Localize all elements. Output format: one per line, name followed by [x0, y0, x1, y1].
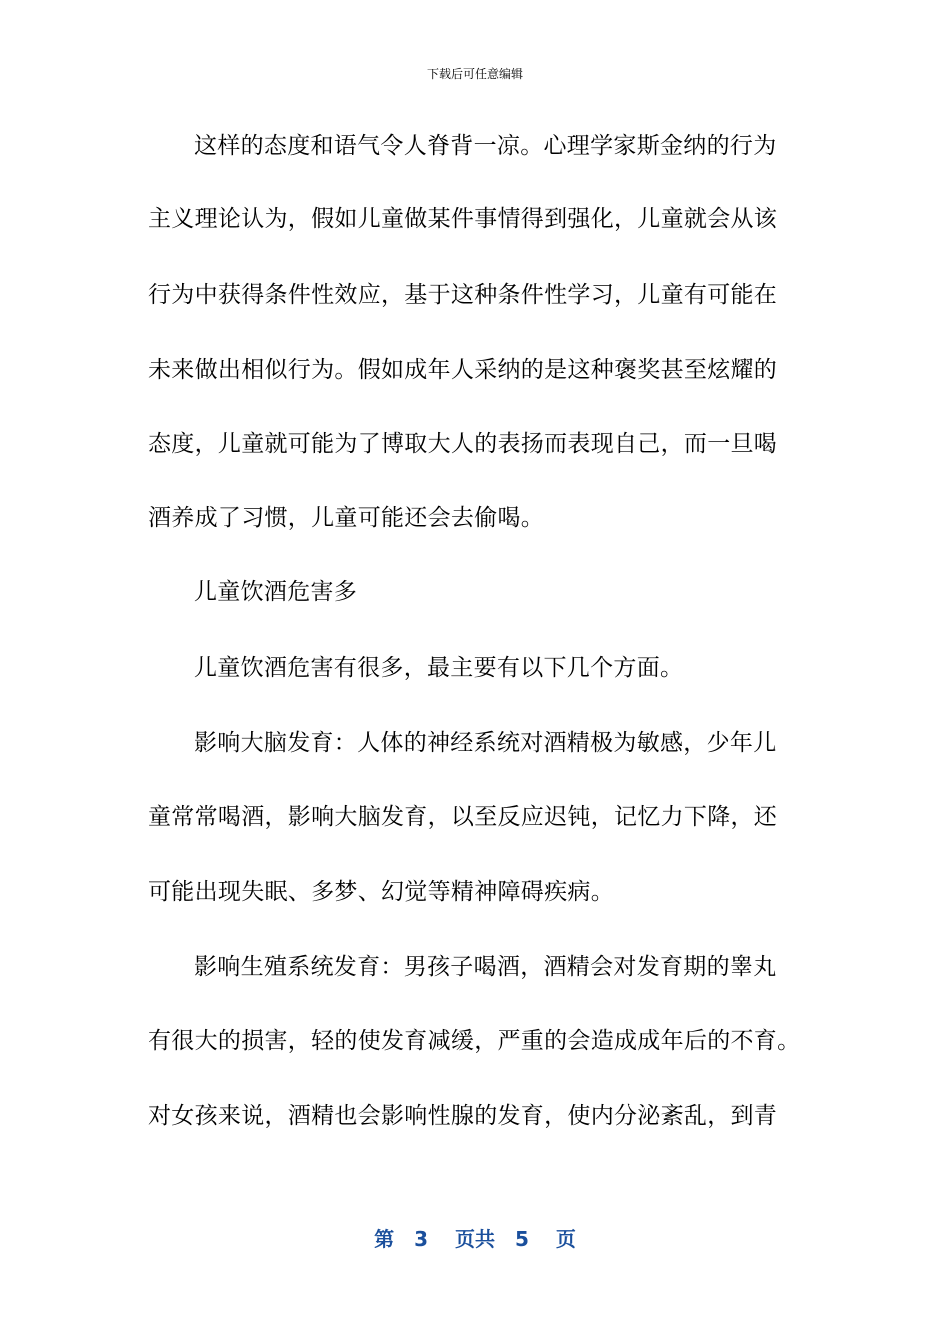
paragraph-line: 主义理论认为，假如儿童做某件事情得到强化，儿童就会从该 [148, 206, 778, 232]
paragraph-line: 这样的态度和语气令人脊背一凉。心理学家斯金纳的行为 [194, 133, 777, 159]
paragraph-line: 有很大的损害，轻的使发育减缓，严重的会造成成年后的不育。 [148, 1028, 801, 1054]
paragraph-line: 儿童饮酒危害有很多，最主要有以下几个方面。 [194, 655, 684, 681]
paragraph-line: 童常常喝酒，影响大脑发育，以至反应迟钝，记忆力下降，还 [148, 804, 778, 830]
paragraph-line: 影响大脑发育：人体的神经系统对酒精极为敏感，少年儿 [194, 730, 777, 756]
paragraph-line: 可能出现失眠、多梦、幻觉等精神障碍疾病。 [148, 879, 614, 905]
paragraph-line: 对女孩来说，酒精也会影响性腺的发育，使内分泌紊乱，到青 [148, 1103, 778, 1129]
paragraph-line: 未来做出相似行为。假如成年人采纳的是这种褒奖甚至炫耀的 [148, 357, 778, 383]
paragraph-line: 行为中获得条件性效应，基于这种条件性学习，儿童有可能在 [148, 282, 778, 308]
paragraph-line: 影响生殖系统发育：男孩子喝酒，酒精会对发育期的睾丸 [194, 954, 777, 980]
section-heading: 儿童饮酒危害多 [194, 579, 358, 605]
page-number-footer: 第 3 页共 5 页 [374, 1227, 576, 1251]
paragraph-line: 酒养成了习惯，儿童可能还会去偷喝。 [148, 505, 545, 531]
header-note: 下载后可任意编辑 [426, 67, 523, 81]
paragraph-line: 态度，儿童就可能为了博取大人的表扬而表现自己，而一旦喝 [148, 431, 778, 457]
